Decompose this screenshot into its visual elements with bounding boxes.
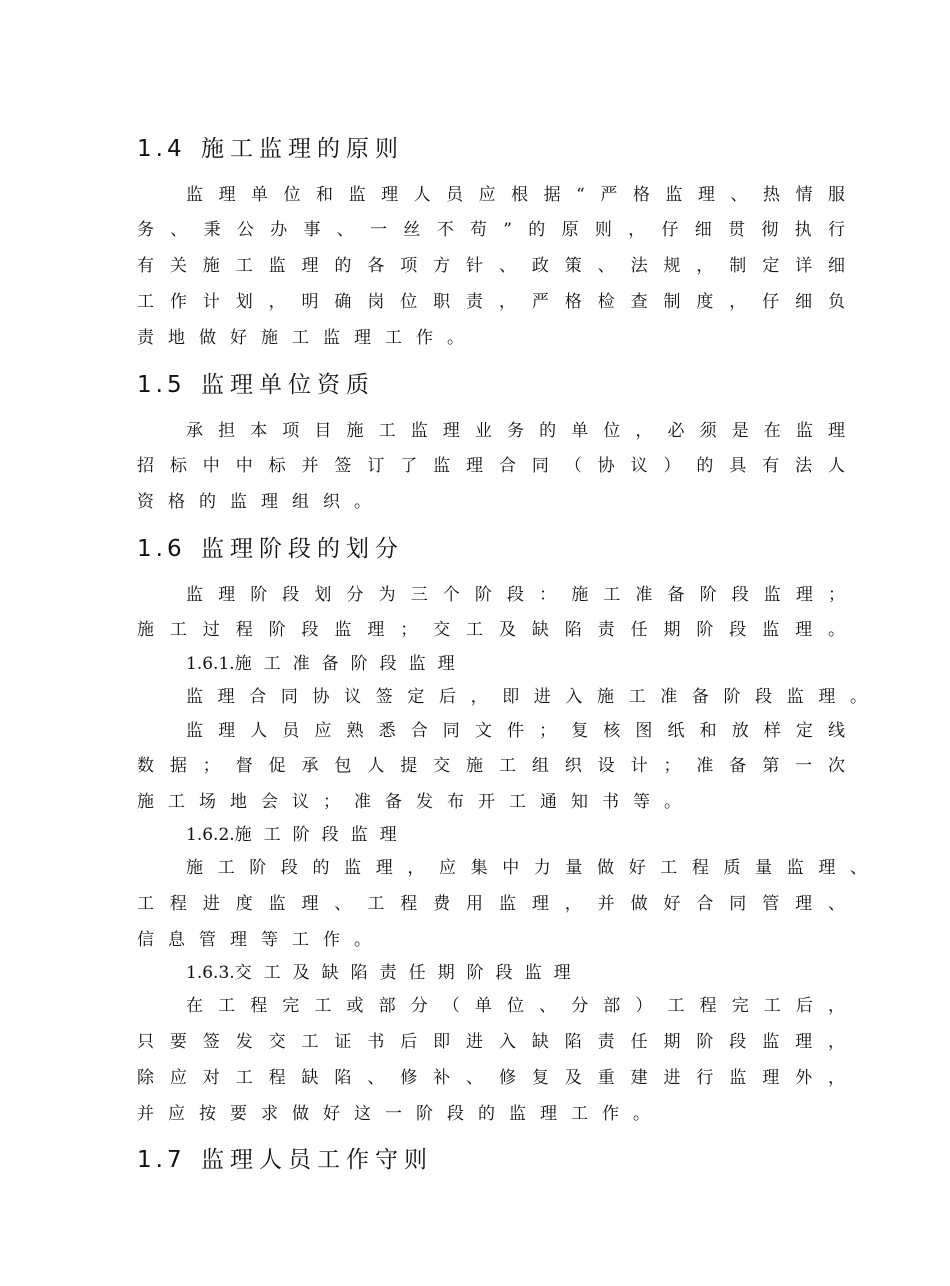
paragraph-line: 监理合同协议签定后，即进入施工准备阶段监理。 bbox=[186, 687, 867, 707]
paragraph-line: 施工阶段的监理，应集中力量做好工程质量监理、 bbox=[186, 858, 867, 878]
paragraph-line: 在工程完工或部分（单位、分部）工程完工后， bbox=[186, 996, 845, 1016]
section-heading-1-5: 1.5 监理单位资质 bbox=[137, 372, 375, 398]
paragraph-line: 有关施工监理的各项方针、政策、法规，制定详细 bbox=[137, 256, 845, 276]
paragraph-line: 并应按要求做好这一阶段的监理工作。 bbox=[137, 1104, 664, 1124]
paragraph-line: 承担本项目施工监理业务的单位，必须是在监理 bbox=[186, 421, 845, 441]
paragraph-line: 监理单位和监理人员应根据“严格监理、热情服 bbox=[186, 185, 845, 205]
subsection-heading-1-6-2: 1.6.2.施工阶段监理 bbox=[186, 825, 409, 845]
paragraph-line: 招标中中标并签订了监理合同（协议）的具有法人 bbox=[137, 456, 845, 476]
paragraph-line: 监理阶段划分为三个阶段：施工准备阶段监理； bbox=[186, 585, 845, 605]
section-heading-1-6: 1.6 监理阶段的划分 bbox=[137, 536, 404, 562]
paragraph-line: 只要签发交工证书后即进入缺陷责任期阶段监理， bbox=[137, 1032, 845, 1052]
paragraph-line: 务、秉公办事、一丝不苟”的原则，仔细贯彻执行 bbox=[137, 220, 845, 240]
paragraph-line: 工作计划，明确岗位职责，严格检查制度，仔细负 bbox=[137, 292, 845, 312]
paragraph-line: 除应对工程缺陷、修补、修复及重建进行监理外， bbox=[137, 1068, 845, 1088]
section-heading-1-7: 1.7 监理人员工作守则 bbox=[137, 1147, 433, 1173]
paragraph-line: 施工过程阶段监理；交工及缺陷责任期阶段监理。 bbox=[137, 620, 845, 640]
section-heading-1-4: 1.4 施工监理的原则 bbox=[137, 136, 404, 162]
paragraph-line: 监理人员应熟悉合同文件；复核图纸和放样定线 bbox=[186, 721, 845, 741]
subsection-heading-1-6-3: 1.6.3.交工及缺陷责任期阶段监理 bbox=[186, 963, 583, 983]
paragraph-line: 施工场地会议；准备发布开工通知书等。 bbox=[137, 792, 695, 812]
paragraph-line: 资格的监理组织。 bbox=[137, 492, 385, 512]
paragraph-line: 信息管理等工作。 bbox=[137, 930, 385, 950]
paragraph-line: 工程进度监理、工程费用监理，并做好合同管理、 bbox=[137, 894, 845, 914]
subsection-heading-1-6-1: 1.6.1.施工准备阶段监理 bbox=[186, 654, 467, 674]
paragraph-line: 责地做好施工监理工作。 bbox=[137, 328, 478, 348]
paragraph-line: 数据；督促承包人提交施工组织设计；准备第一次 bbox=[137, 756, 845, 776]
